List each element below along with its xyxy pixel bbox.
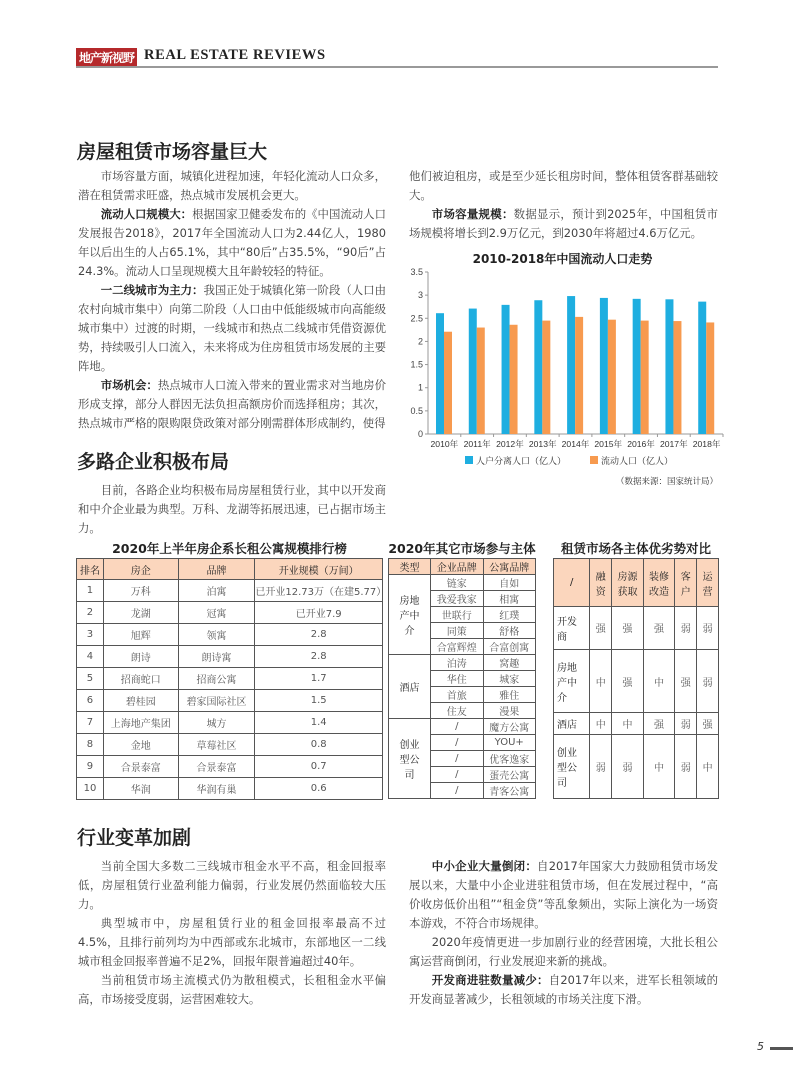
paragraph-text: 当前租赁市场主流模式仍为散租模式，长租租金水平偏高，市场接受度弱，运营困难较大。	[78, 973, 386, 1006]
table-cell: 雅住	[483, 687, 536, 703]
paragraph-text: 热点城市人口流入带来的置业需求对当地房价形成支撑，部分人群因无法负担高额房价而选择租房；其次，热点城市严格的限购限贷政策对部分刚需群体形成制约，使得	[78, 378, 386, 430]
table-cell: /	[431, 735, 484, 751]
table-cell: 招商公寓	[178, 668, 255, 690]
table-cell: 冠寓	[178, 602, 255, 624]
y-tick-label: 0	[417, 429, 423, 439]
table-cell: 弱	[697, 649, 719, 713]
table-row	[389, 575, 536, 591]
table-cell: 魔方公寓	[483, 719, 536, 735]
table-cell: 泊寓	[178, 580, 255, 602]
table-cell: 强	[697, 713, 719, 735]
paragraph-text: 根据国家卫健委发布的《中国流动人口发展报告2018》，2017年全国流动人口为2.44亿人，1980年以后出生的人占65.1%，其中“80后”占35.5%，“90后”占24.3%。流动人口呈现规模大且年龄较轻的特征。	[78, 207, 386, 278]
table-cell: 漫果	[483, 703, 536, 719]
table-cell: 7	[77, 712, 104, 734]
column-header: 类型	[389, 559, 431, 575]
chart-source: （数据来源：国家统计局）	[615, 477, 718, 487]
header-row	[77, 559, 383, 580]
table-cell: 华住	[431, 671, 484, 687]
bar-floating-population	[575, 317, 583, 434]
table-cell: 旭辉	[103, 624, 178, 646]
table-cell: 朗诗寓	[178, 646, 255, 668]
paragraph	[409, 205, 718, 243]
paragraph	[78, 167, 386, 205]
table-row	[554, 713, 719, 735]
table-cell: 龙湖	[103, 602, 178, 624]
paragraph-text: 当前全国大多数二三线城市租金水平不高，租金回报率低，房屋租赁行业盈利能力偏弱，行业发展仍然面临较大压力。	[78, 859, 386, 911]
page-number-bar	[770, 1047, 793, 1050]
table-cell: 我爱我家	[431, 591, 484, 607]
lead-in: 一二线城市为主力：	[100, 283, 204, 297]
sec3-left-column	[78, 857, 386, 1009]
table-cell: /	[431, 783, 484, 799]
bar-separated-population	[534, 300, 542, 434]
table-cell: 碧家国际社区	[178, 690, 255, 712]
x-tick-label: 2012年	[496, 439, 524, 449]
legend-swatch	[590, 456, 598, 464]
lead-in: 流动人口规模大：	[100, 207, 193, 221]
table-cell: 3	[77, 624, 104, 646]
table-cell: 泊涛	[431, 655, 484, 671]
bar-separated-population	[567, 296, 575, 434]
other-participants-table	[388, 558, 536, 799]
table-cell: 红璞	[483, 607, 536, 623]
table-cell: 朗诗	[103, 646, 178, 668]
table-row	[77, 734, 383, 756]
table-cell: 强	[590, 607, 612, 650]
lead-in: 市场机会：	[100, 378, 158, 392]
bar-separated-population	[698, 302, 706, 434]
column-header: 品牌	[178, 559, 255, 580]
y-tick-label: 0.5	[410, 405, 423, 416]
legend-swatch	[465, 456, 473, 464]
table-cell: 弱	[697, 607, 719, 650]
table-cell: 9	[77, 756, 104, 778]
paragraph	[409, 857, 718, 933]
table-cell: 中	[643, 649, 675, 713]
y-tick-label: 2.5	[410, 313, 423, 324]
bar-separated-population	[469, 309, 477, 434]
x-tick-label: 2011年	[463, 439, 491, 449]
bar-floating-population	[706, 322, 714, 434]
table-cell: 强	[675, 649, 697, 713]
table-cell: 中	[612, 713, 644, 735]
section-title-enterprises: 多路企业积极布局	[77, 451, 230, 473]
table-cell: 合景泰富	[103, 756, 178, 778]
column-header: 客户	[675, 559, 697, 607]
x-tick-label: 2017年	[659, 439, 688, 449]
lead-in: 市场容量规模：	[431, 207, 514, 221]
table-cell: 0.7	[255, 756, 383, 778]
table-row	[77, 646, 383, 668]
bar-floating-population	[444, 332, 452, 434]
group-type-cell: 酒店	[389, 655, 431, 719]
header-row	[389, 559, 536, 575]
table-cell: 已开业7.9	[255, 602, 383, 624]
table-cell: 中	[590, 649, 612, 713]
paragraph	[409, 971, 718, 1009]
table-cell: 城方	[178, 712, 255, 734]
bar-floating-population	[510, 325, 518, 434]
table-row	[77, 778, 383, 800]
bar-floating-population	[641, 321, 649, 434]
table-cell: 相寓	[483, 591, 536, 607]
paragraph	[78, 281, 386, 376]
table-cell: 同策	[431, 623, 484, 639]
table-cell: 华润有巢	[178, 778, 255, 800]
ranking-table	[76, 558, 387, 800]
table-cell: 弱	[675, 735, 697, 799]
chart-title: 2010-2018年中国流动人口走势	[472, 252, 653, 266]
column-header: 开业规模（万间）	[255, 559, 383, 580]
table-cell: 0.8	[255, 734, 383, 756]
x-tick-label: 2010年	[430, 439, 459, 449]
table-cell: 自如	[483, 575, 536, 591]
paragraph-text: 自2017年国家大力鼓励租赁市场发展以来，大量中小企业进驻租赁市场，但在发展过程中，“高价收房低价出租”“租金贷”等乱象频出，实际上演化为一场资本游戏，不符合市场规律。	[409, 859, 718, 930]
table-cell: 强	[612, 607, 644, 650]
table-cell: 1	[77, 580, 104, 602]
table-cell: 0.6	[255, 778, 383, 800]
table-row	[389, 655, 536, 671]
population-bar-chart	[398, 268, 725, 492]
sec3-right-column	[409, 857, 718, 1009]
column-header: 融资	[590, 559, 612, 607]
table-cell: 强	[643, 607, 675, 650]
bar-separated-population	[633, 299, 641, 434]
table-cell: 弱	[612, 735, 644, 799]
table-row	[77, 602, 383, 624]
table-row	[77, 756, 383, 778]
table-cell: 弱	[590, 735, 612, 799]
table-row	[77, 624, 383, 646]
table-cell: 1.5	[255, 690, 383, 712]
magazine-logo: 地产新视野	[76, 48, 137, 67]
table-cell: 蛋壳公寓	[483, 767, 536, 783]
table-row	[554, 735, 719, 799]
header-divider	[76, 66, 718, 68]
table-cell: /	[431, 751, 484, 767]
table-cell: 万科	[103, 580, 178, 602]
paragraph	[409, 167, 718, 205]
table-row	[77, 712, 383, 734]
paragraph-text: 自2017年以来，进军长租领域的开发商显著减少，长租领域的市场关注度下滑。	[409, 973, 718, 1006]
lead-in: 开发商进驻数量减少：	[431, 973, 549, 987]
x-tick-label: 2013年	[528, 439, 557, 449]
y-tick-label: 1	[417, 382, 423, 393]
table-cell: 2.8	[255, 624, 383, 646]
table-cell: 强	[612, 649, 644, 713]
table-row	[389, 719, 536, 735]
table-cell: 合富辉煌	[431, 639, 484, 655]
column-header: 运营	[697, 559, 719, 607]
table-cell: 强	[643, 713, 675, 735]
x-tick-label: 2018年	[692, 439, 721, 449]
table-cell: 5	[77, 668, 104, 690]
table2-title: 2020年其它市场参与主体	[388, 541, 536, 556]
table-cell: YOU+	[483, 735, 536, 751]
table-cell: 首旅	[431, 687, 484, 703]
table-row	[554, 649, 719, 713]
y-tick-label: 1.5	[410, 359, 423, 370]
table-cell: 中	[643, 735, 675, 799]
column-header: 公寓品牌	[483, 559, 536, 575]
bar-floating-population	[608, 320, 616, 434]
paragraph-text: 市场容量方面，城镇化进程加速，年轻化流动人口众多，潜在租赁需求旺盛，热点城市发展机会更大。	[78, 169, 386, 202]
bar-floating-population	[542, 321, 550, 434]
group-type-cell: 创业型公司	[389, 719, 431, 799]
paragraph	[78, 971, 386, 1009]
column-header: /	[554, 559, 590, 607]
group-type-cell: 房地产中介	[389, 575, 431, 655]
x-tick-label: 2015年	[594, 439, 623, 449]
row-header-cell: 酒店	[554, 713, 590, 735]
section-title-industry-change: 行业变革加剧	[77, 827, 192, 849]
table-cell: 金地	[103, 734, 178, 756]
row-header-cell: 房地产中介	[554, 649, 590, 713]
section-title-market-size: 房屋租赁市场容量巨大	[77, 141, 268, 163]
table-cell: /	[431, 719, 484, 735]
table-cell: 华润	[103, 778, 178, 800]
table-cell: 1.7	[255, 668, 383, 690]
table-cell: 招商蛇口	[103, 668, 178, 690]
sec2-paragraph	[78, 481, 386, 538]
paragraph	[78, 205, 386, 281]
paragraph	[78, 857, 386, 914]
column-header: 装修改造	[643, 559, 675, 607]
table1-title: 2020年上半年房企系长租公寓规模排行榜	[112, 541, 347, 556]
table-row	[77, 690, 383, 712]
bar-separated-population	[502, 305, 510, 434]
table-row	[554, 607, 719, 650]
paragraph: 目前，各路企业均积极布局房屋租赁行业，其中以开发商和中介企业最为典型。万科、龙湖等拓展迅速，已占据市场主力。	[78, 483, 386, 535]
table-cell: 弱	[675, 607, 697, 650]
paragraph	[78, 376, 386, 433]
table-cell: 6	[77, 690, 104, 712]
table-row	[77, 580, 383, 602]
table-cell: 世联行	[431, 607, 484, 623]
paragraph-text: 我国正处于城镇化第一阶段（人口由农村向城市集中）向第二阶段（人口由中低能级城市向高能级城市集中）过渡的时期，一线城市和热点二线城市凭借资源优势，持续吸引人口流入，未来将成为住房租赁市场发展的主要阵地。	[78, 283, 386, 373]
y-tick-label: 3	[417, 290, 423, 301]
table-cell: 2	[77, 602, 104, 624]
column-header: 排名	[77, 559, 104, 580]
bar-separated-population	[600, 298, 608, 434]
table-cell: 2.8	[255, 646, 383, 668]
x-tick-label: 2016年	[627, 439, 655, 449]
table-cell: 8	[77, 734, 104, 756]
table-cell: 链家	[431, 575, 484, 591]
table-cell: 青客公寓	[483, 783, 536, 799]
header-row	[554, 559, 719, 607]
column-header: 企业品牌	[431, 559, 484, 575]
paragraph	[409, 933, 718, 971]
sec1-right-column	[409, 167, 718, 243]
paragraph-text: 他们被迫租房，或是至少延长租房时间，整体租赁客群基础较大。	[409, 169, 718, 202]
table-cell: 中	[590, 713, 612, 735]
table-cell: 领寓	[178, 624, 255, 646]
table-cell: 住友	[431, 703, 484, 719]
table-cell: 碧桂园	[103, 690, 178, 712]
lead-in: 中小企业大量倒闭：	[431, 859, 538, 873]
table3-title: 租赁市场各主体优劣势对比	[560, 541, 711, 556]
row-header-cell: 开发商	[554, 607, 590, 650]
column-header: 房企	[103, 559, 178, 580]
paragraph-text: 典型城市中，房屋租赁行业的租金回报率最高不过4.5%，且排行前列均为中西部或东北城市，东部地区一二线城市租金回报率普遍不足2%，回报年限普遍超过40年。	[78, 916, 386, 968]
paragraph-text: 2020年疫情更进一步加剧行业的经营困境，大批长租公寓运营商倒闭，行业发展迎来新的挑战。	[409, 935, 718, 968]
sec1-left-column	[78, 167, 386, 433]
table-cell: 舒格	[483, 623, 536, 639]
table-cell: 优客逸家	[483, 751, 536, 767]
legend-label: 人户分离人口（亿人）	[476, 457, 567, 467]
paragraph-text: 数据显示，预计到2025年，中国租赁市场规模将增长到2.9万亿元，到2030年将超过4.6万亿元。	[409, 207, 718, 240]
table-cell: 窝趣	[483, 655, 536, 671]
table-cell: 10	[77, 778, 104, 800]
y-tick-label: 3.5	[410, 268, 423, 277]
table-cell: 弱	[675, 713, 697, 735]
table-cell: 城家	[483, 671, 536, 687]
table-cell: 草莓社区	[178, 734, 255, 756]
table-cell: 合富创寓	[483, 639, 536, 655]
table-cell: 已开业12.73万（在建5.77）	[255, 580, 383, 602]
table-cell: 合景泰富	[178, 756, 255, 778]
bar-floating-population	[477, 328, 485, 434]
page-number: 5	[757, 1040, 764, 1053]
table-cell: 上海地产集团	[103, 712, 178, 734]
x-tick-label: 2014年	[561, 439, 590, 449]
bar-floating-population	[673, 321, 681, 434]
bar-separated-population	[436, 313, 444, 434]
column-header: 房源获取	[612, 559, 644, 607]
row-header-cell: 创业型公司	[554, 735, 590, 799]
table-cell: 4	[77, 646, 104, 668]
table-cell: 1.4	[255, 712, 383, 734]
paragraph	[78, 914, 386, 971]
table-row	[77, 668, 383, 690]
y-tick-label: 2	[417, 336, 423, 347]
comparison-table	[553, 558, 719, 799]
table-cell: /	[431, 767, 484, 783]
magazine-section-title: REAL ESTATE REVIEWS	[144, 47, 326, 63]
table-cell: 中	[697, 735, 719, 799]
legend-label: 流动人口（亿人）	[601, 457, 674, 467]
bar-separated-population	[665, 299, 673, 434]
